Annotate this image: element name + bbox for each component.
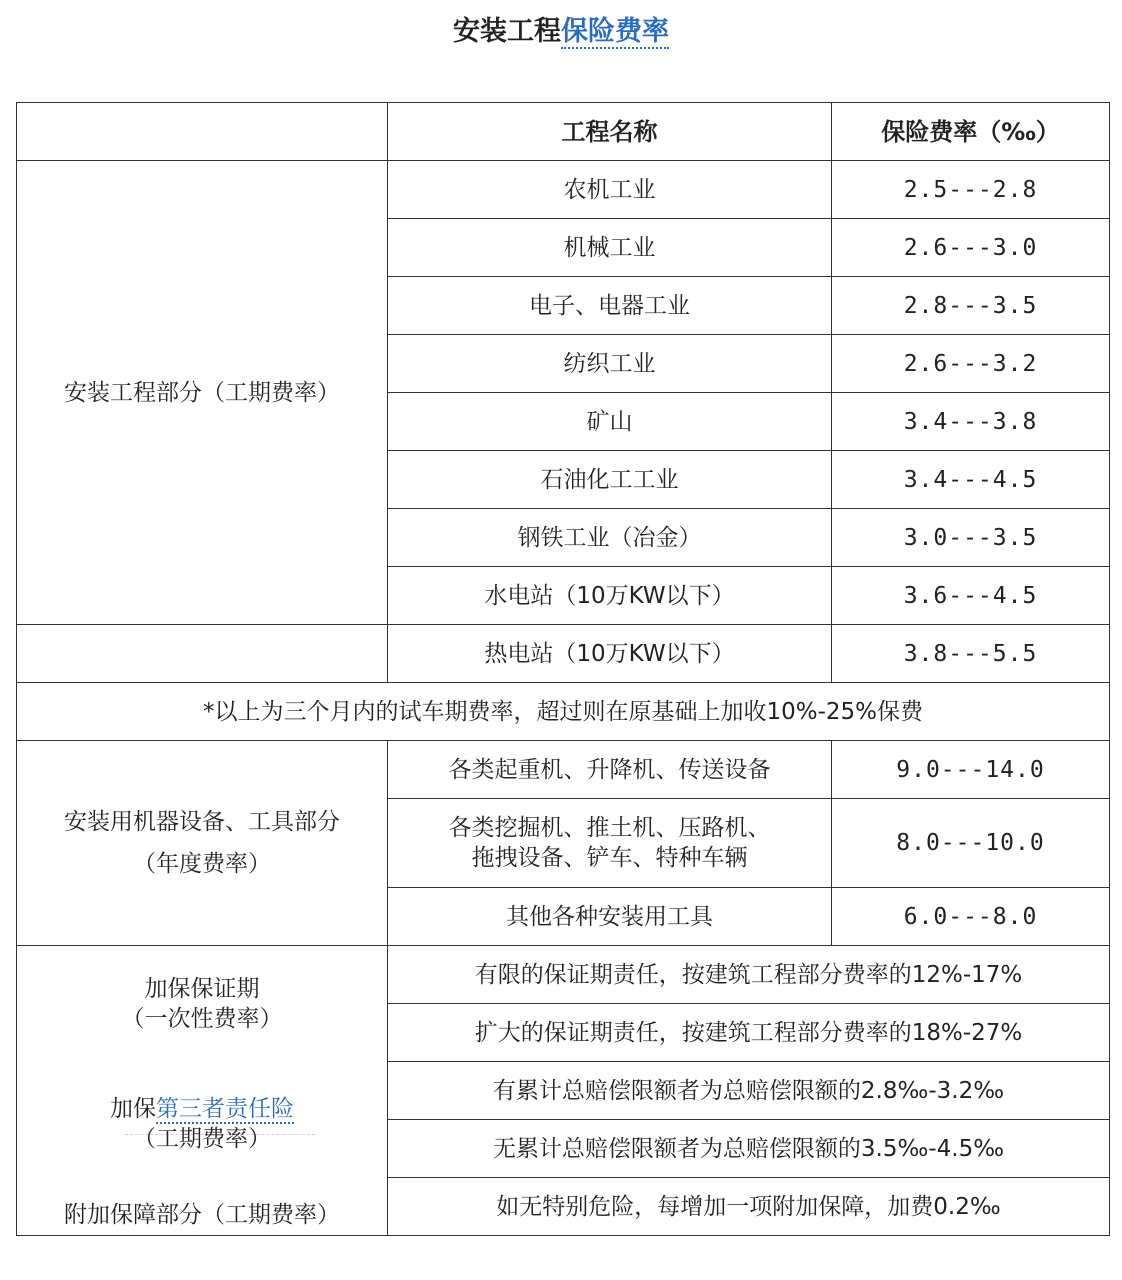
rate-value: 3.4---4.5 <box>832 451 1110 509</box>
project-name: 钢铁工业（冶金） <box>388 509 832 567</box>
rate-value: 2.5---2.8 <box>832 161 1110 219</box>
category-additional-label: 附加保障部分（工期费率） <box>64 1202 340 1228</box>
rate-value: 9.0---14.0 <box>832 741 1110 799</box>
category-additional <box>17 1200 387 1230</box>
category-empty <box>17 625 388 683</box>
category-equipment-line2: （年度费率） <box>133 851 271 877</box>
rate-value: 8.0---10.0 <box>832 799 1110 888</box>
rate-table <box>16 102 1110 1236</box>
category-warranty-line2: （一次性费率） <box>121 1006 283 1032</box>
header-rate: 保险费率（‰） <box>832 103 1110 161</box>
additional-coverage: 如无特别危险，每增加一项附加保障，加费0.2‰ <box>388 1178 1110 1236</box>
header-project-name: 工程名称 <box>388 103 832 161</box>
page-title <box>0 14 1122 50</box>
table-header-row <box>17 103 1110 161</box>
table-row <box>17 946 1110 1004</box>
project-name-line1: 各类挖掘机、推土机、压路机、 <box>448 815 771 841</box>
third-party-prefix: 加保 <box>110 1096 156 1122</box>
rate-value: 3.8---5.5 <box>832 625 1110 683</box>
third-party-link[interactable]: 第三者责任险 <box>156 1096 294 1122</box>
table-row <box>17 625 1110 683</box>
header-category <box>17 103 388 161</box>
project-name: 纺织工业 <box>388 335 832 393</box>
category-warranty-line1: 加保保证期 <box>144 976 260 1002</box>
project-name-line2: 拖拽设备、铲车、特种车辆 <box>471 845 748 871</box>
trial-period-note: *以上为三个月内的试车期费率，超过则在原基础上加收10%-25%保费 <box>17 683 1110 741</box>
rate-value: 3.4---3.8 <box>832 393 1110 451</box>
warranty-limited: 有限的保证期责任，按建筑工程部分费率的12%-17% <box>388 946 1110 1004</box>
title-prefix: 安装工程 <box>453 16 561 47</box>
rate-value: 2.6---3.2 <box>832 335 1110 393</box>
project-name: 矿山 <box>388 393 832 451</box>
warranty-extended: 扩大的保证期责任，按建筑工程部分费率的18%-27% <box>388 1004 1110 1062</box>
category-equipment-line1: 安装用机器设备、工具部分 <box>64 809 340 835</box>
category-install: 安装工程部分（工期费率） <box>17 161 388 625</box>
category-third-party-line2: （工期费率） <box>133 1126 271 1152</box>
project-name <box>388 799 832 888</box>
project-name: 石油化工工业 <box>388 451 832 509</box>
third-party-cumulative: 有累计总赔偿限额者为总赔偿限额的2.8‰-3.2‰ <box>388 1062 1110 1120</box>
table-row <box>17 161 1110 219</box>
category-warranty <box>17 974 387 1034</box>
table-row <box>17 741 1110 799</box>
project-name: 电子、电器工业 <box>388 277 832 335</box>
note-row <box>17 683 1110 741</box>
title-link[interactable]: 保险费率 <box>561 16 669 47</box>
project-name: 其他各种安装用工具 <box>388 888 832 946</box>
category-extensions <box>17 946 388 1236</box>
project-name: 热电站（10万KW以下） <box>388 625 832 683</box>
third-party-non-cumulative: 无累计总赔偿限额者为总赔偿限额的3.5‰-4.5‰ <box>388 1120 1110 1178</box>
rate-value: 2.8---3.5 <box>832 277 1110 335</box>
rate-value: 6.0---8.0 <box>832 888 1110 946</box>
rate-value: 3.6---4.5 <box>832 567 1110 625</box>
category-equipment <box>17 741 388 946</box>
category-third-party <box>17 1094 387 1154</box>
project-name: 农机工业 <box>388 161 832 219</box>
rate-value: 2.6---3.0 <box>832 219 1110 277</box>
project-name: 水电站（10万KW以下） <box>388 567 832 625</box>
rate-value: 3.0---3.5 <box>832 509 1110 567</box>
project-name: 机械工业 <box>388 219 832 277</box>
project-name: 各类起重机、升降机、传送设备 <box>388 741 832 799</box>
